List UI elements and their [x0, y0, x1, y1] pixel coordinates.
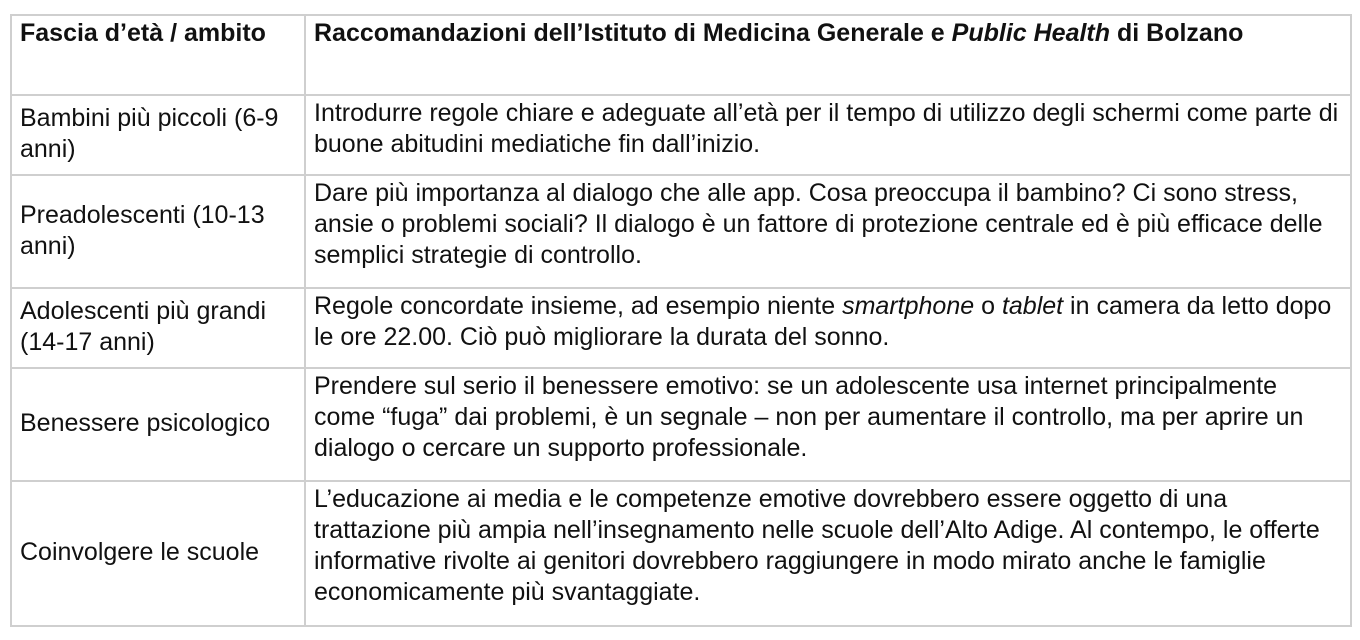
row-recommendation-tablet: tablet — [1001, 292, 1064, 320]
row-group-label: Adolescenti più grandi (14-17 anni) — [11, 288, 305, 368]
row-recommendation: L’educazione ai media e le competenze emotive dovrebbero essere oggetto di una trattazione più ampia nell’insegnamento nelle scuole dell’Alto Adige. Al contempo, le offerte informative rivolte ai genitori dovrebbero raggiungere in modo mirato anche le famiglie economicamente più svantaggiate. — [305, 481, 1351, 626]
row-recommendation: Introdurre regole chiare e adeguate all’età per il tempo di utilizzo degli schermi come parte di buone abitudini mediatiche fin dall’inizio. — [305, 95, 1351, 175]
recommendations-table-container — [10, 14, 1350, 627]
table-row — [11, 368, 1351, 481]
header-recommendations — [305, 15, 1351, 95]
row-group-label: Preadolescenti (10-13 anni) — [11, 175, 305, 288]
row-recommendation-smartphone: smartphone — [842, 292, 975, 320]
row-recommendation-text-c: o — [974, 292, 1002, 320]
row-recommendation-text-a: Regole concordate insieme, ad esempio niente — [314, 292, 843, 320]
row-recommendation: Dare più importanza al dialogo che alle app. Cosa preoccupa il bambino? Ci sono stress, ansie o problemi sociali? Il dialogo è un fattore di protezione centrale ed è più efficace delle semplici strategie di controllo. — [305, 175, 1351, 288]
header-recommendations-italic: Public Health — [951, 19, 1111, 47]
table-row — [11, 481, 1351, 626]
row-group-label: Benessere psicologico — [11, 368, 305, 481]
row-group-label: Bambini più piccoli (6-9 anni) — [11, 95, 305, 175]
table-row — [11, 288, 1351, 368]
row-recommendation — [305, 288, 1351, 368]
header-age-group: Fascia d’età / ambito — [11, 15, 305, 95]
row-recommendation: Prendere sul serio il benessere emotivo: se un adolescente usa internet principalmente come “fuga” dai problemi, è un segnale – non per aumentare il controllo, ma per aprire un dialogo o cercare un supporto professionale. — [305, 368, 1351, 481]
table-row — [11, 175, 1351, 288]
row-group-label: Coinvolgere le scuole — [11, 481, 305, 626]
table-row — [11, 95, 1351, 175]
header-recommendations-text-start: Raccomandazioni dell’Istituto di Medicina Generale e — [314, 19, 952, 47]
header-recommendations-text-end: di Bolzano — [1110, 19, 1244, 47]
recommendations-table — [10, 14, 1352, 627]
table-header-row — [11, 15, 1351, 95]
row-recommendation-text-e: in camera da letto dopo le ore 22.00. Ciò può migliorare la durata del sonno. — [314, 292, 1332, 351]
